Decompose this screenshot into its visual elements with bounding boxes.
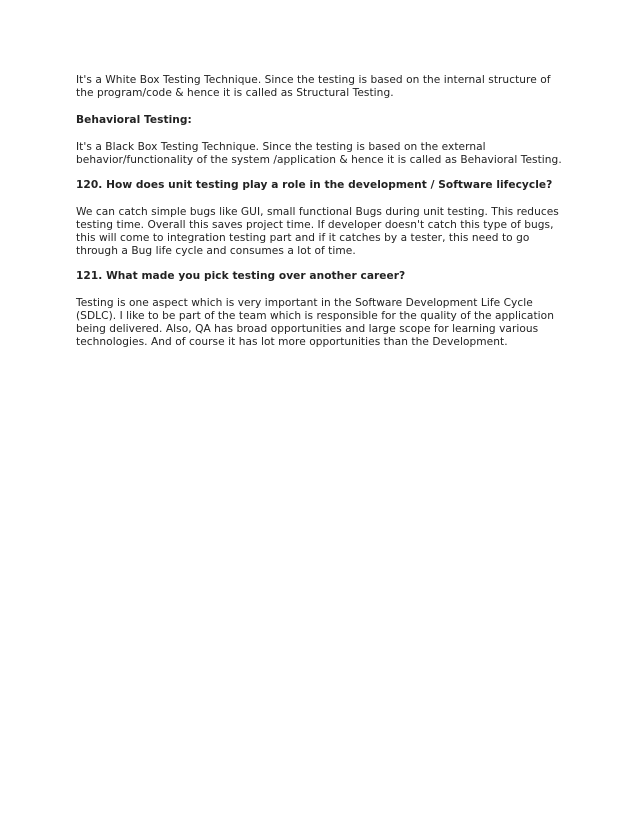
behavioral-testing-paragraph bbox=[76, 141, 566, 167]
structural-testing-paragraph bbox=[76, 74, 566, 100]
paragraph-line: technologies. And of course it has lot more opportunities than the Development. bbox=[76, 336, 508, 348]
paragraph-line: It's a Black Box Testing Technique. Since the testing is based on the external bbox=[76, 141, 486, 153]
paragraph-line: We can catch simple bugs like GUI, small functional Bugs during unit testing. This reduces bbox=[76, 206, 559, 218]
question-120-answer bbox=[76, 206, 566, 258]
paragraph-line: this will come to integration testing part and if it catches by a tester, this need to go bbox=[76, 232, 530, 244]
paragraph-line: Testing is one aspect which is very important in the Software Development Life Cycle bbox=[76, 297, 533, 309]
paragraph-line: being delivered. Also, QA has broad opportunities and large scope for learning various bbox=[76, 323, 539, 335]
paragraph-line: testing time. Overall this saves project time. If developer doesn't catch this type of bugs, bbox=[76, 219, 554, 231]
paragraph-line: It's a White Box Testing Technique. Since the testing is based on the internal structure of bbox=[76, 74, 551, 86]
behavioral-testing-heading: Behavioral Testing: bbox=[76, 114, 192, 126]
paragraph-line: through a Bug life cycle and consumes a lot of time. bbox=[76, 245, 356, 257]
question-121-answer bbox=[76, 297, 566, 349]
paragraph-line: (SDLC). I like to be part of the team which is responsible for the quality of the application bbox=[76, 310, 554, 322]
question-120-heading: 120. How does unit testing play a role in the development / Software lifecycle? bbox=[76, 179, 553, 191]
document-page bbox=[76, 74, 566, 349]
paragraph-line: the program/code & hence it is called as Structural Testing. bbox=[76, 87, 394, 99]
question-121-heading: 121. What made you pick testing over another career? bbox=[76, 270, 406, 282]
paragraph-line: behavior/functionality of the system /application & hence it is called as Behavioral Testing. bbox=[76, 154, 562, 166]
